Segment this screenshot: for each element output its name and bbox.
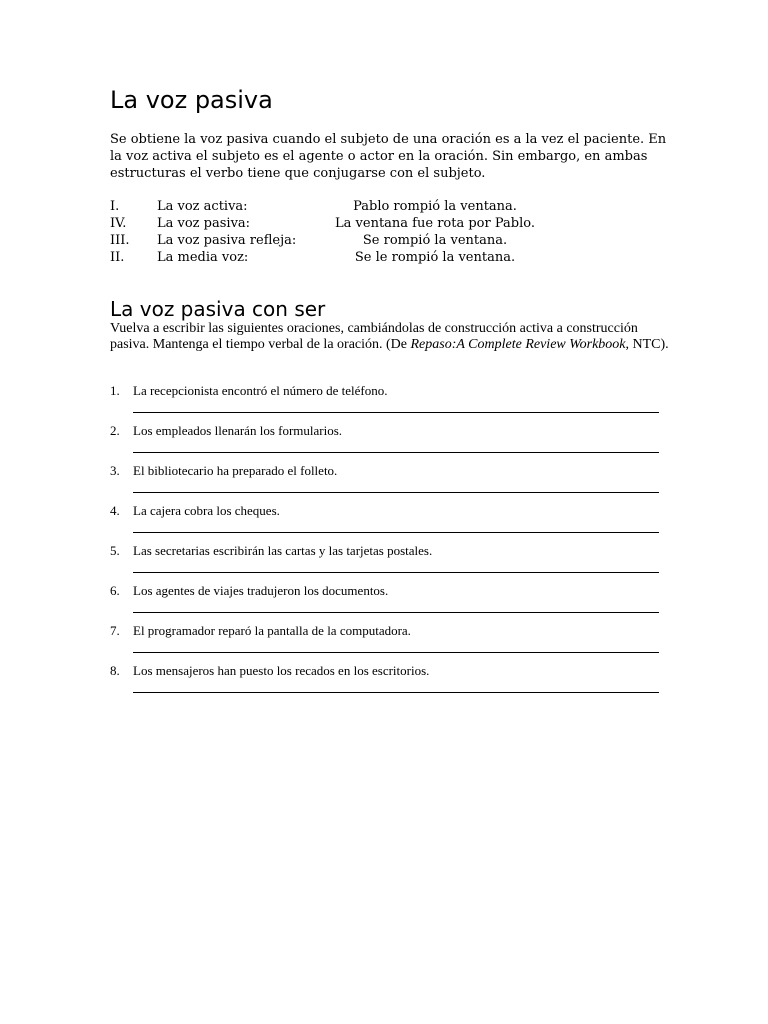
exercise-sentence: Las secretarias escribirán las cartas y las tarjetas postales. [133,543,433,558]
exercise-number: 2. [110,423,120,438]
instructions-text: Vuelva a escribir las siguientes oraciones, cambiándolas de construcción activa a construcción pasiva. Mantenga el tiempo verbal de la oración. (De [110,321,638,352]
voice-forms-list [110,198,670,266]
form-example: Se rompió la ventana. [362,233,508,248]
form-label: La voz activa: [157,199,248,214]
exercise-list [110,380,670,700]
form-numeral: IV. [110,216,127,231]
form-label: La media voz: [157,250,249,265]
exercise-sentence: El programador reparó la pantalla de la computadora. [133,623,411,638]
page-title: La voz pasiva [110,86,273,114]
exercise-number: 5. [110,543,120,558]
instructions-paragraph [110,321,670,352]
exercise-item [110,380,670,420]
exercise-item [110,420,670,460]
voice-form-row [110,249,670,266]
form-numeral: III. [110,233,130,248]
answer-line[interactable] [133,532,659,533]
exercise-number: 4. [110,503,120,518]
form-label: La voz pasiva refleja: [157,233,297,248]
exercise-item [110,660,670,700]
answer-line[interactable] [133,412,659,413]
section-title: La voz pasiva con ser [110,297,326,321]
form-numeral: I. [110,199,120,214]
instructions-tail: , NTC). [625,336,669,352]
answer-line[interactable] [133,692,659,693]
intro-paragraph: Se obtiene la voz pasiva cuando el subjeto de una oración es a la vez el paciente. En la voz activa el subjeto es el agente o actor en la oración. Sin embargo, en ambas estructuras el verbo tiene que conjugarse con el subjeto. [110,132,667,181]
exercise-number: 6. [110,583,120,598]
form-example: La ventana fue rota por Pablo. [335,216,535,231]
exercise-sentence: La cajera cobra los cheques. [133,503,280,518]
exercise-sentence: Los empleados llenarán los formularios. [133,423,343,438]
exercise-sentence: Los mensajeros han puesto los recados en los escritorios. [133,663,430,678]
form-label: La voz pasiva: [157,216,251,231]
exercise-sentence: La recepcionista encontró el número de teléfono. [133,383,388,398]
exercise-number: 1. [110,383,120,398]
exercise-number: 8. [110,663,120,678]
exercise-number: 7. [110,623,120,638]
exercise-number: 3. [110,463,120,478]
form-numeral: II. [110,250,125,265]
exercise-item [110,620,670,660]
form-example: Se le rompió la ventana. [354,250,516,265]
answer-line[interactable] [133,492,659,493]
answer-line[interactable] [133,572,659,573]
exercise-item [110,460,670,500]
exercise-item [110,580,670,620]
source-title: Repaso:A Complete Review Workbook [410,336,626,352]
exercise-sentence: Los agentes de viajes tradujeron los documentos. [133,583,389,598]
voice-form-row [110,215,670,232]
answer-line[interactable] [133,452,659,453]
voice-form-row [110,232,670,249]
answer-line[interactable] [133,612,659,613]
exercise-item [110,540,670,580]
answer-line[interactable] [133,652,659,653]
exercise-item [110,500,670,540]
exercise-sentence: El bibliotecario ha preparado el folleto. [133,463,338,478]
form-example: Pablo rompió la ventana. [353,199,517,214]
voice-form-row [110,198,670,215]
